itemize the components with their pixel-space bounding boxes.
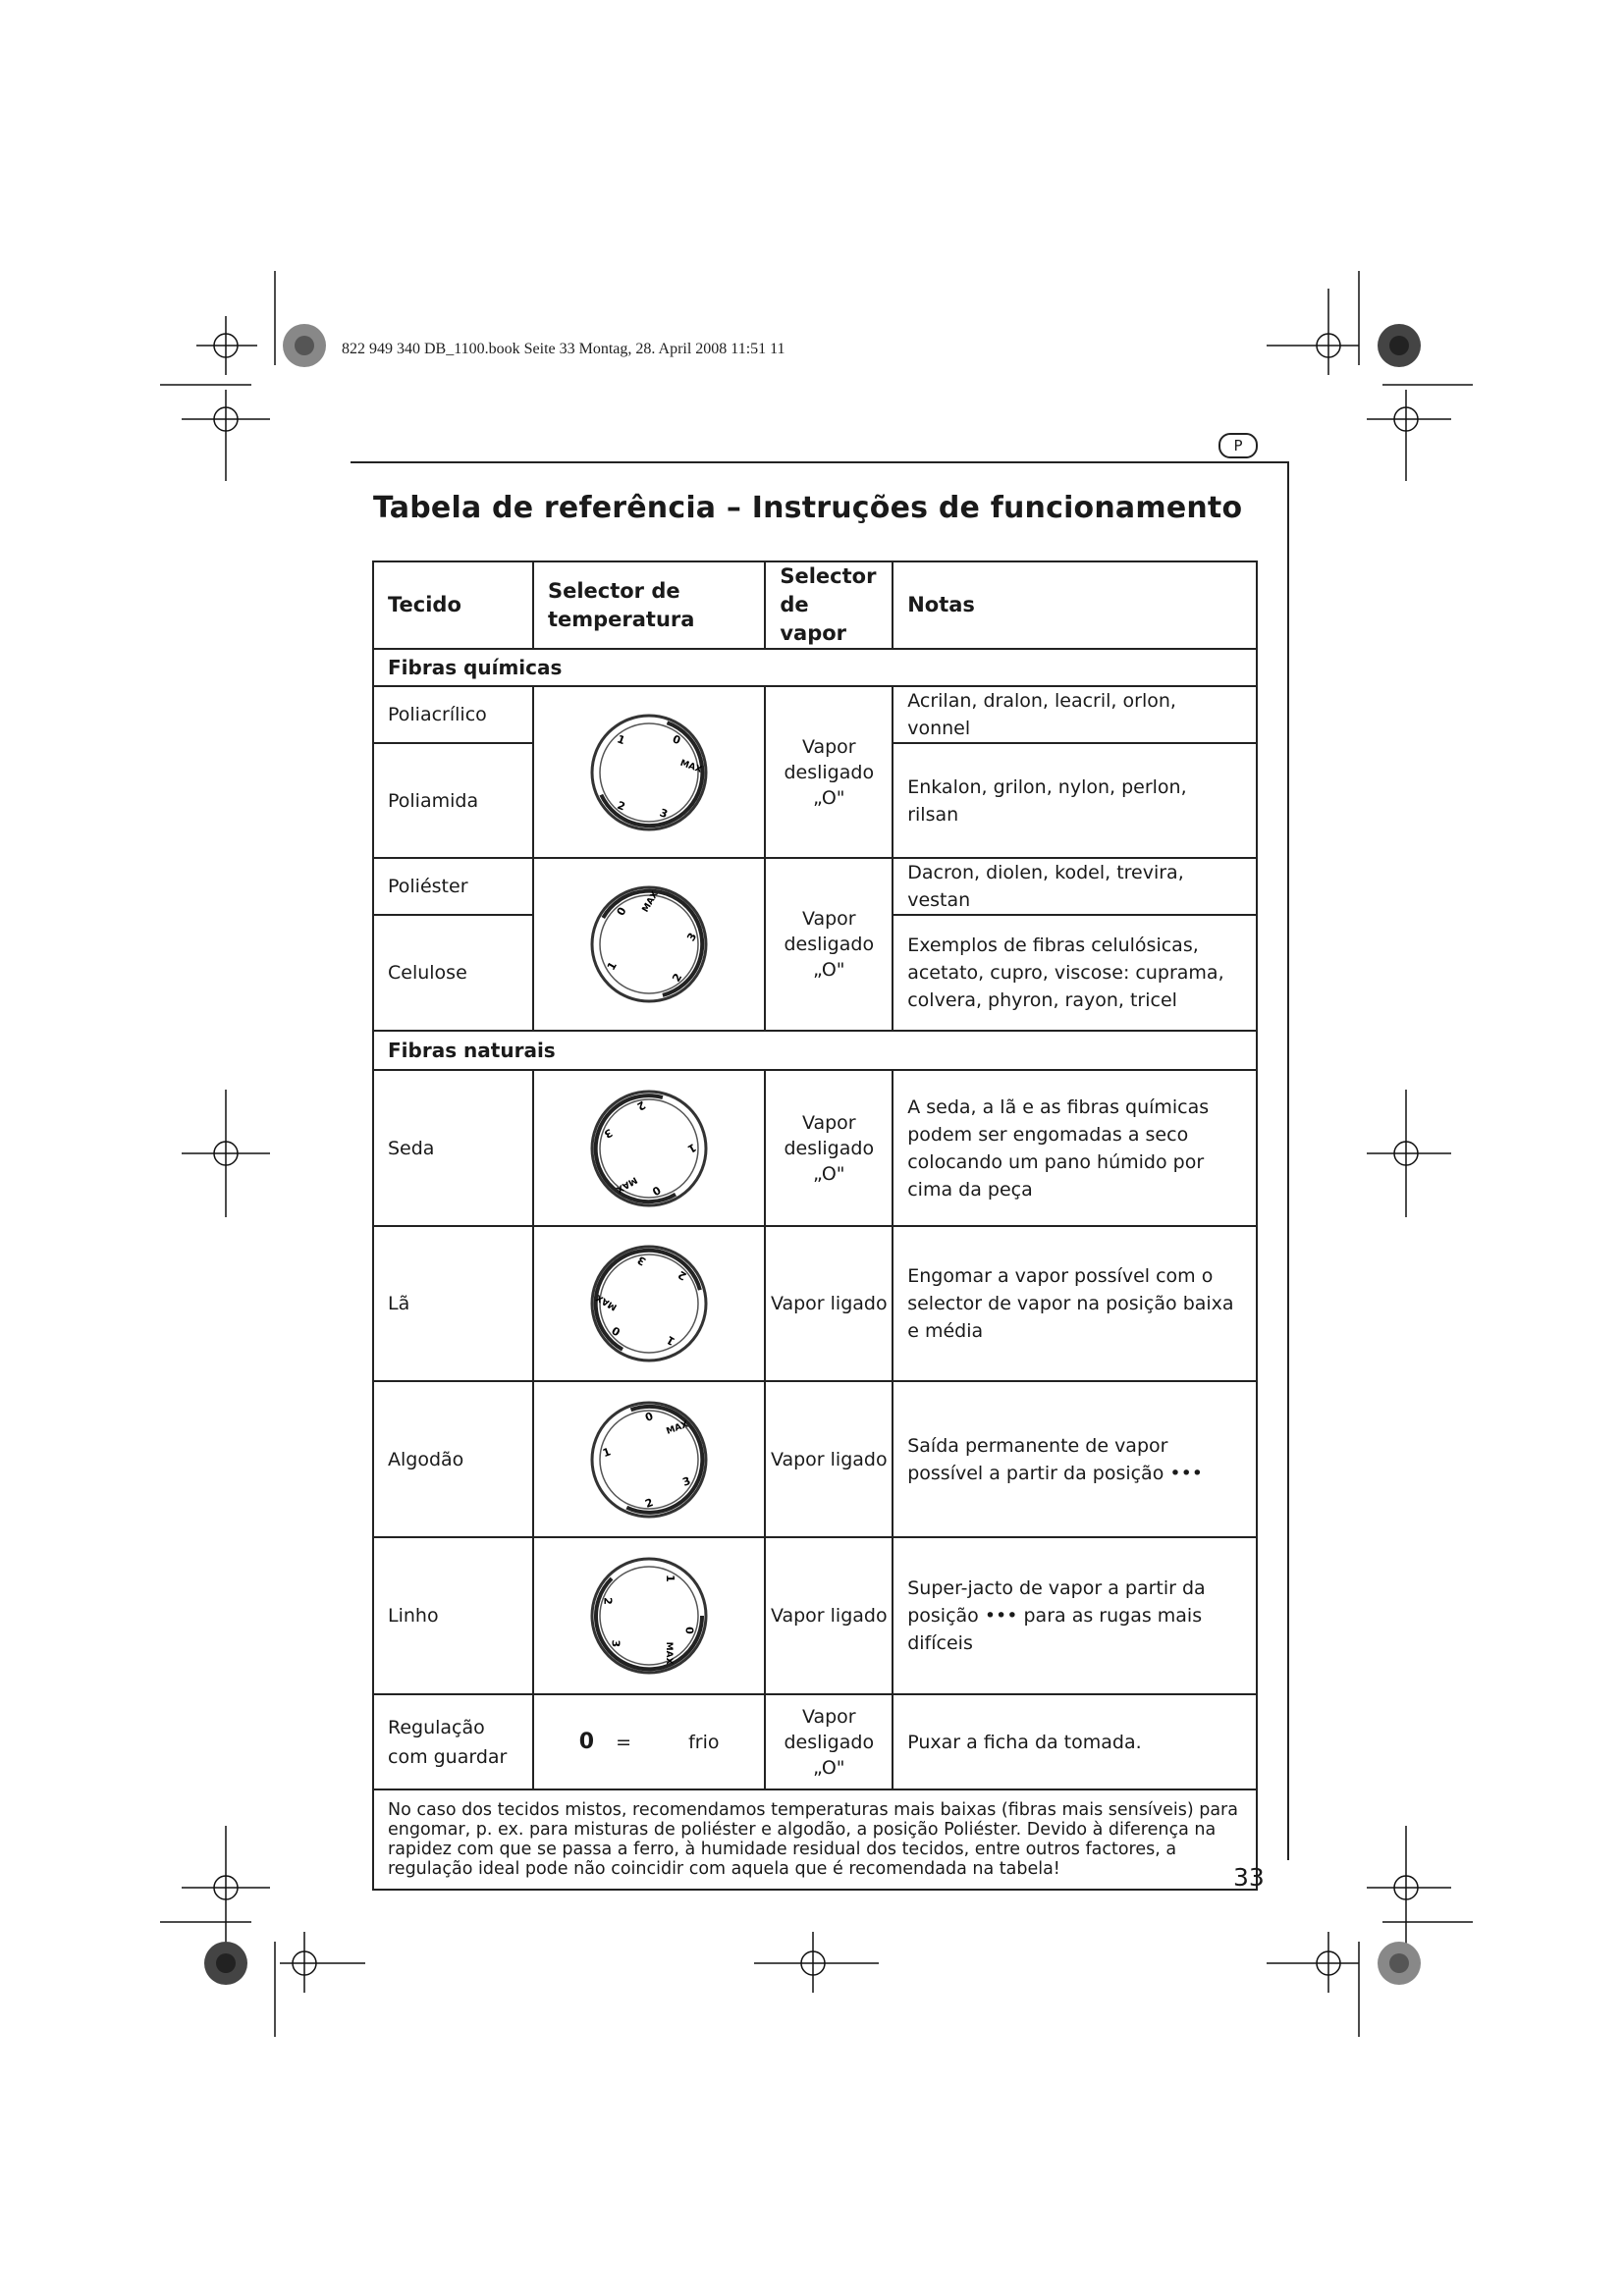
fabric-algodao: Algodão (373, 1381, 533, 1537)
fabric-celulose: Celulose (373, 915, 533, 1031)
dial-zero-label: 0 (578, 1730, 595, 1754)
dial-inner-ring (600, 1099, 698, 1198)
steam-cell (765, 686, 893, 858)
temperature-dial-cell (533, 858, 765, 1031)
fabric-regulacao: Regulação com guardar (373, 1694, 533, 1789)
temperature-dial-icon (585, 1243, 713, 1364)
temperature-dial-icon (585, 712, 713, 833)
dial-mark-zero: 0 (614, 905, 629, 919)
notes-la: Engomar a vapor possível com o selector de vapor na posição baixa e média (893, 1226, 1257, 1381)
temperature-dial-icon (585, 1088, 713, 1209)
frame-top-rule (351, 461, 1288, 463)
dial-outer-ring (592, 1559, 706, 1673)
section-chemical-label: Fibras químicas (373, 649, 1257, 686)
steam-status: Vapor desligado (784, 735, 875, 783)
steam-cell (765, 1070, 893, 1226)
table-row (373, 1226, 1257, 1381)
notes-poliacrilico: Acrilan, dralon, leacril, orlon, vonnel (893, 686, 1257, 743)
dial-cold-label: frio (688, 1732, 720, 1753)
fabric-poliamida: Poliamida (373, 743, 533, 858)
steam-off-symbol: „O" (813, 786, 845, 809)
frame-right-rule (1287, 461, 1289, 1860)
table-row (373, 858, 1257, 915)
steam-cell (765, 1226, 893, 1381)
header-notes: Notas (893, 561, 1257, 649)
steam-status: Vapor desligado (784, 908, 875, 955)
temperature-dial-cell (533, 1070, 765, 1226)
dial-arc (596, 1578, 702, 1669)
dial-mark-two: 2 (634, 1097, 648, 1113)
fabric-poliester: Poliéster (373, 858, 533, 915)
dial-mark-three: 3 (601, 1125, 616, 1141)
steam-off-symbol: „O" (813, 1162, 845, 1185)
header-steam: Selector de vapor (765, 561, 893, 649)
dial-mark-zero: 0 (649, 1182, 664, 1198)
fabric-poliacrilico: Poliacrílico (373, 686, 533, 743)
dial-mark-one: 1 (615, 731, 627, 747)
dial-mark-three: 3 (684, 931, 700, 944)
notes-linho: Super-jacto de vapor a partir da posição ••• para as rugas mais difíceis (893, 1537, 1257, 1694)
fabric-la: Lã (373, 1226, 533, 1381)
dial-inner-ring (600, 723, 698, 822)
steam-cell (765, 1694, 893, 1789)
steam-off-symbol: „O" (813, 1756, 845, 1779)
dial-mark-one: 1 (601, 1444, 613, 1460)
steam-status: Vapor ligado (770, 1293, 888, 1314)
dial-mark-zero: 0 (643, 1409, 656, 1424)
steam-cell (765, 1537, 893, 1694)
dial-mark-zero: 0 (671, 731, 683, 747)
steam-cell (765, 1381, 893, 1537)
table-row (373, 1537, 1257, 1694)
dial-mark-two: 2 (601, 1597, 615, 1605)
dial-mark-one: 1 (604, 959, 621, 973)
dial-mark-two: 2 (670, 971, 685, 985)
steam-status: Vapor desligado (784, 1111, 875, 1159)
dial-mark-max: MAX (664, 1641, 675, 1665)
print-header: 822 949 340 DB_1100.book Seite 33 Montag, 28. April 2008 11:51 11 (342, 341, 785, 357)
dial-scale (596, 1575, 702, 1669)
dial-mark-zero: 0 (682, 1627, 696, 1634)
header-fabric: Tecido (373, 561, 533, 649)
dial-scale (585, 1243, 711, 1364)
dial-mark-zero: 0 (610, 1323, 623, 1339)
temperature-dial-icon (585, 1555, 713, 1677)
dial-mark-one: 1 (685, 1140, 699, 1155)
dial-mark-max: MAX (640, 889, 661, 915)
table-row (373, 686, 1257, 743)
dial-outer-ring (592, 716, 706, 829)
table-row (373, 1381, 1257, 1537)
dial-mark-three: 3 (680, 1473, 693, 1489)
reference-table (372, 561, 1258, 1891)
notes-celulose: Exemplos de fibras celulósicas, acetato, cupro, viscose: cuprama, colvera, phyron, rayon, tricel (893, 915, 1257, 1031)
section-natural-label: Fibras naturais (373, 1031, 1257, 1070)
section-row-natural (373, 1031, 1257, 1070)
temperature-dial-cell (533, 1537, 765, 1694)
notes-regulacao: Puxar a ficha da tomada. (893, 1694, 1257, 1789)
dial-mark-max: MAX (594, 1292, 620, 1312)
table-header-row (373, 561, 1257, 649)
table-row (373, 1070, 1257, 1226)
temperature-dial-icon (585, 1399, 713, 1521)
regulation-dial-cell (533, 1694, 765, 1789)
temperature-dial-cell (533, 1226, 765, 1381)
dial-mark-one: 1 (664, 1333, 677, 1349)
language-badge: P (1218, 433, 1258, 458)
steam-cell (765, 858, 893, 1031)
header-temperature: Selector de temperatura (533, 561, 765, 649)
dial-mark-max: MAX (614, 1173, 639, 1194)
dial-mark-two: 2 (615, 798, 627, 814)
dial-mark-max: MAX (665, 1419, 690, 1437)
fabric-seda: Seda (373, 1070, 533, 1226)
temperature-dial-icon (585, 883, 713, 1005)
dial-mark-one: 1 (664, 1575, 677, 1582)
dial-equals: = (616, 1732, 632, 1753)
notes-seda: A seda, a lã e as fibras químicas podem ser engomadas a seco colocando um pano húmido por cima da peça (893, 1070, 1257, 1226)
page-title: Tabela de referência – Instruções de funcionamento (373, 491, 1243, 525)
dial-inner-ring (600, 1567, 698, 1665)
temperature-dial-cell (533, 1381, 765, 1537)
steam-status: Vapor desligado (784, 1705, 875, 1753)
table-row (373, 1694, 1257, 1789)
steam-status: Vapor ligado (770, 1448, 888, 1470)
temperature-dial-cell (533, 686, 765, 858)
page-number: 33 (1233, 1863, 1265, 1892)
fabric-linho: Linho (373, 1537, 533, 1694)
notes-poliester: Dacron, diolen, kodel, trevira, vestan (893, 858, 1257, 915)
steam-status: Vapor ligado (770, 1605, 888, 1627)
dial-mark-three: 3 (658, 805, 670, 821)
footer-note: No caso dos tecidos mistos, recomendamos temperaturas mais baixas (fibras mais sensíveis) para engomar, p. ex. para misturas de poliéster e algodão, a posição Poliéster. Devido à diferença na rapidez com que se passa a ferro, à humidade residual dos tecidos, entre outros factores, a regulação ideal pode não coincidir com aquela que é recomendada na tabela! (373, 1789, 1257, 1890)
dial-scale (585, 1088, 711, 1209)
footer-note-row (373, 1789, 1257, 1890)
steam-off-symbol: „O" (813, 959, 845, 981)
notes-poliamida: Enkalon, grilon, nylon, perlon, rilsan (893, 743, 1257, 858)
dial-mark-max: MAX (678, 758, 704, 775)
dial-scale (585, 883, 713, 1005)
dial-mark-two: 2 (676, 1267, 689, 1283)
notes-algodao: Saída permanente de vapor possível a partir da posição ••• (893, 1381, 1257, 1537)
section-row-chemical (373, 649, 1257, 686)
dial-mark-three: 3 (609, 1639, 623, 1648)
dial-mark-two: 2 (643, 1495, 656, 1511)
dial-mark-three: 3 (635, 1253, 649, 1268)
